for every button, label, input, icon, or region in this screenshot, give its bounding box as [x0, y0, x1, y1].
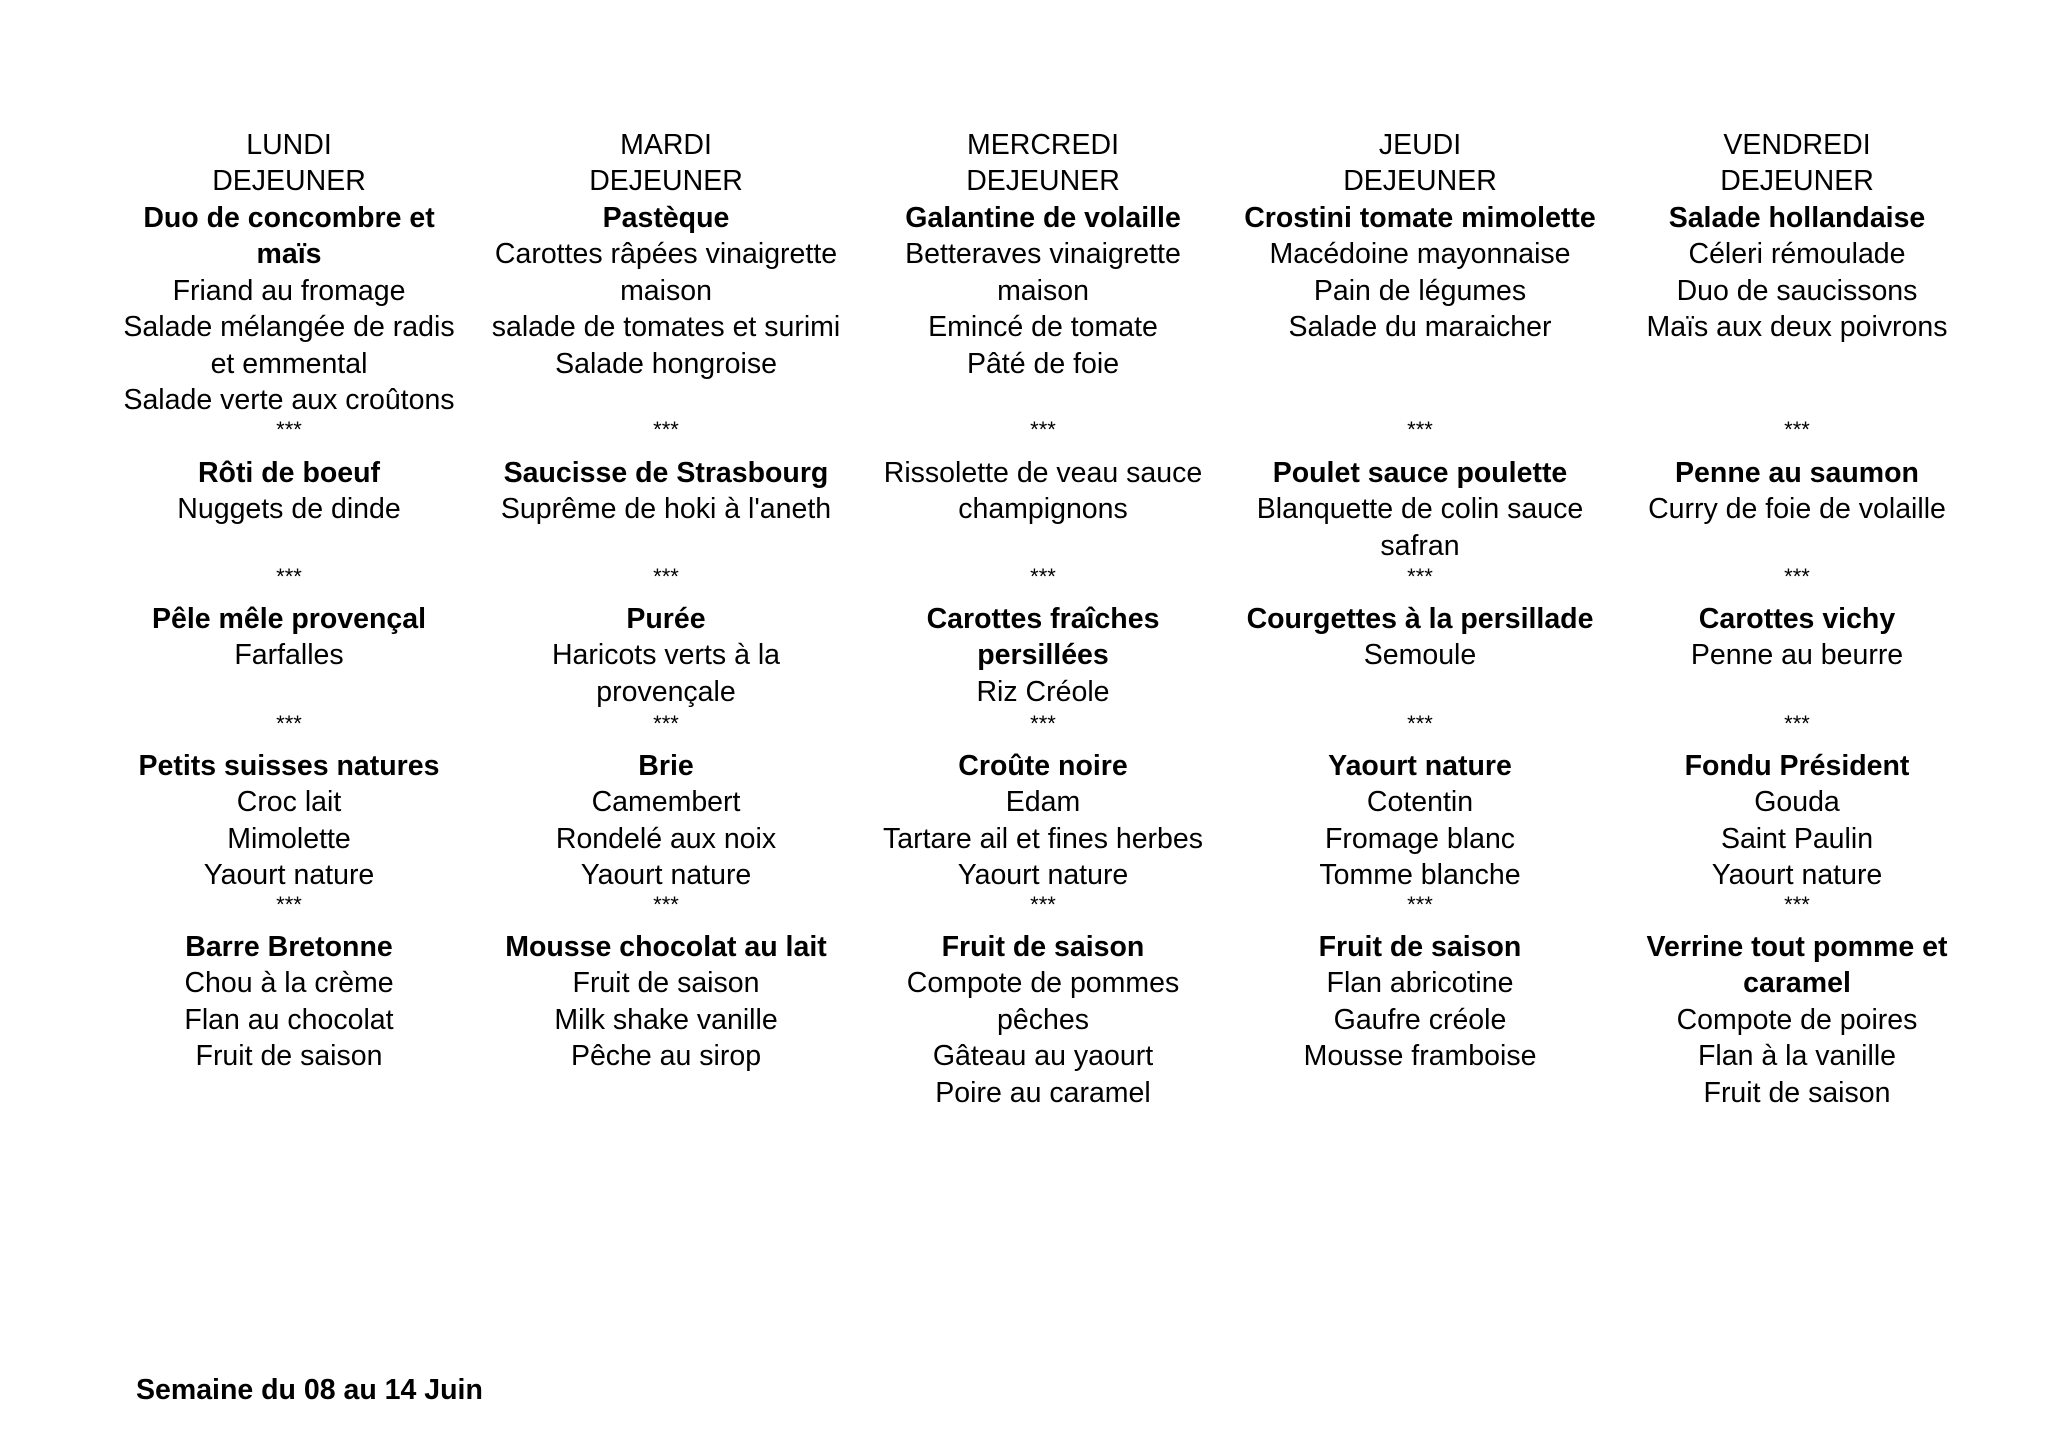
- side-item: Penne au beurre: [1690, 639, 1904, 672]
- starter-item: Duo de saucissons: [1676, 274, 1918, 307]
- dessert-item: Gaufre créole: [1333, 1003, 1507, 1036]
- dairy-item: Croûte noire: [958, 750, 1128, 782]
- dairy-item: Camembert: [591, 786, 741, 819]
- starter-item: Céleri rémoulade: [1688, 238, 1906, 271]
- dairy-item: Yaourt nature: [1328, 750, 1512, 782]
- day-name: MARDI: [620, 129, 712, 161]
- separator: ***: [1030, 892, 1056, 917]
- day-column-mardi: [481, 0, 851, 1449]
- dairy-item: Yaourt nature: [203, 859, 375, 892]
- separator: ***: [1407, 711, 1433, 736]
- dessert-item: Gâteau au yaourt: [932, 1040, 1154, 1073]
- separator: ***: [276, 711, 302, 736]
- day-name: JEUDI: [1378, 129, 1462, 161]
- side-item: Pêle mêle provençal: [151, 603, 427, 635]
- dairy-item: Cotentin: [1366, 786, 1474, 819]
- main-item: Rôti de boeuf: [197, 457, 381, 489]
- side-item: Riz Créole: [976, 675, 1110, 708]
- separator: ***: [1407, 564, 1433, 589]
- dessert-item: Milk shake vanille: [554, 1003, 778, 1036]
- separator: ***: [1784, 711, 1810, 736]
- separator: ***: [1030, 711, 1056, 736]
- main-item: Curry de foie de volaille: [1648, 493, 1946, 526]
- side-item: Carottes fraîches: [926, 603, 1160, 635]
- dessert-item: Flan abricotine: [1326, 967, 1514, 1000]
- starter-item: et emmental: [210, 347, 368, 380]
- meal-type: DEJEUNER: [1343, 165, 1497, 197]
- side-item: persillées: [977, 639, 1109, 672]
- separator: ***: [276, 892, 302, 917]
- dairy-item: Gouda: [1754, 786, 1840, 819]
- separator: ***: [276, 564, 302, 589]
- main-item: safran: [1380, 529, 1460, 562]
- starter-item: Salade hollandaise: [1668, 202, 1926, 234]
- starter-item: Friand au fromage: [172, 274, 406, 307]
- day-name: VENDREDI: [1723, 129, 1871, 161]
- dessert-item: caramel: [1743, 967, 1851, 1000]
- dessert-item: Compote de pommes: [906, 967, 1180, 1000]
- dessert-item: Fruit de saison: [941, 931, 1145, 963]
- dairy-item: Croc lait: [236, 786, 342, 819]
- main-item: Penne au saumon: [1675, 457, 1919, 489]
- separator: ***: [653, 711, 679, 736]
- starter-item: Duo de concombre et: [143, 202, 435, 234]
- side-item: Courgettes à la persillade: [1246, 603, 1594, 635]
- meal-type: DEJEUNER: [212, 165, 366, 197]
- starter-item: Galantine de volaille: [905, 202, 1181, 234]
- main-item: champignons: [958, 493, 1128, 526]
- starter-item: maïs: [256, 238, 322, 271]
- starter-item: Salade hongroise: [555, 347, 777, 380]
- dessert-item: Flan au chocolat: [184, 1003, 394, 1036]
- separator: ***: [1784, 564, 1810, 589]
- starter-item: Emincé de tomate: [928, 311, 1158, 344]
- day-column-mercredi: [858, 0, 1228, 1449]
- starter-item: maison: [620, 274, 712, 307]
- separator: ***: [1784, 417, 1810, 442]
- side-item: Farfalles: [234, 639, 344, 672]
- week-label: Semaine du 08 au 14 Juin: [136, 1374, 483, 1406]
- dessert-item: Poire au caramel: [935, 1076, 1151, 1109]
- starter-item: Pastèque: [602, 202, 730, 234]
- side-item: provençale: [596, 675, 736, 708]
- main-item: Suprême de hoki à l'aneth: [500, 493, 832, 526]
- side-item: Carottes vichy: [1698, 603, 1896, 635]
- dessert-item: Barre Bretonne: [185, 931, 393, 963]
- dairy-item: Tartare ail et fines herbes: [883, 822, 1203, 855]
- dessert-item: Chou à la crème: [184, 967, 394, 1000]
- dessert-item: Verrine tout pomme et: [1646, 931, 1948, 963]
- starter-item: Salade verte aux croûtons: [123, 384, 455, 416]
- main-item: Saucisse de Strasbourg: [503, 457, 829, 489]
- main-item: Rissolette de veau sauce: [883, 457, 1203, 489]
- side-item: Purée: [626, 603, 706, 635]
- dessert-item: Mousse chocolat au lait: [505, 931, 827, 963]
- day-name: MERCREDI: [966, 129, 1119, 161]
- separator: ***: [653, 564, 679, 589]
- dessert-item: Fruit de saison: [195, 1040, 383, 1073]
- starter-item: Pâté de foie: [966, 347, 1120, 380]
- dessert-item: Fruit de saison: [1318, 931, 1522, 963]
- main-item: Nuggets de dinde: [177, 493, 401, 526]
- separator: ***: [653, 892, 679, 917]
- dairy-item: Mimolette: [227, 822, 351, 855]
- dessert-item: Compote de poires: [1676, 1003, 1918, 1036]
- main-item: Blanquette de colin sauce: [1256, 493, 1584, 526]
- day-column-vendredi: [1612, 0, 1982, 1449]
- dairy-item: Tomme blanche: [1319, 859, 1521, 892]
- dairy-item: Edam: [1005, 786, 1081, 819]
- starter-item: maison: [997, 274, 1089, 307]
- separator: ***: [276, 417, 302, 442]
- side-item: Semoule: [1363, 639, 1477, 672]
- day-name: LUNDI: [246, 129, 332, 161]
- separator: ***: [1407, 417, 1433, 442]
- day-column-lundi: [104, 0, 474, 1449]
- dairy-item: Petits suisses natures: [138, 750, 440, 782]
- starter-item: Salade du maraicher: [1288, 311, 1552, 344]
- separator: ***: [653, 417, 679, 442]
- starter-item: Macédoine mayonnaise: [1269, 238, 1571, 271]
- separator: ***: [1784, 892, 1810, 917]
- dessert-item: pêches: [997, 1003, 1089, 1036]
- starter-item: Crostini tomate mimolette: [1244, 202, 1596, 234]
- starter-item: Betteraves vinaigrette: [905, 238, 1181, 271]
- dessert-item: Pêche au sirop: [570, 1040, 762, 1073]
- dessert-item: Fruit de saison: [1703, 1076, 1891, 1109]
- dairy-item: Fromage blanc: [1324, 822, 1516, 855]
- separator: ***: [1407, 892, 1433, 917]
- separator: ***: [1030, 564, 1056, 589]
- dessert-item: Mousse framboise: [1303, 1040, 1537, 1073]
- starter-item: Maïs aux deux poivrons: [1646, 311, 1948, 344]
- starter-item: Pain de légumes: [1313, 274, 1527, 307]
- meal-type: DEJEUNER: [589, 165, 743, 197]
- starter-item: Carottes râpées vinaigrette: [494, 238, 838, 271]
- side-item: Haricots verts à la: [551, 639, 781, 672]
- meal-type: DEJEUNER: [1720, 165, 1874, 197]
- dairy-item: Fondu Président: [1684, 750, 1910, 782]
- dairy-item: Saint Paulin: [1720, 822, 1874, 855]
- dairy-item: Yaourt nature: [1711, 859, 1883, 892]
- dessert-item: Fruit de saison: [572, 967, 760, 1000]
- starter-item: salade de tomates et surimi: [491, 311, 841, 344]
- starter-item: Salade mélangée de radis: [123, 311, 455, 344]
- day-column-jeudi: [1235, 0, 1605, 1449]
- dairy-item: Rondelé aux noix: [555, 822, 777, 855]
- dessert-item: Flan à la vanille: [1697, 1040, 1897, 1073]
- meal-type: DEJEUNER: [966, 165, 1120, 197]
- dairy-item: Yaourt nature: [580, 859, 752, 892]
- dairy-item: Brie: [638, 750, 694, 782]
- dairy-item: Yaourt nature: [957, 859, 1129, 892]
- main-item: Poulet sauce poulette: [1272, 457, 1568, 489]
- separator: ***: [1030, 417, 1056, 442]
